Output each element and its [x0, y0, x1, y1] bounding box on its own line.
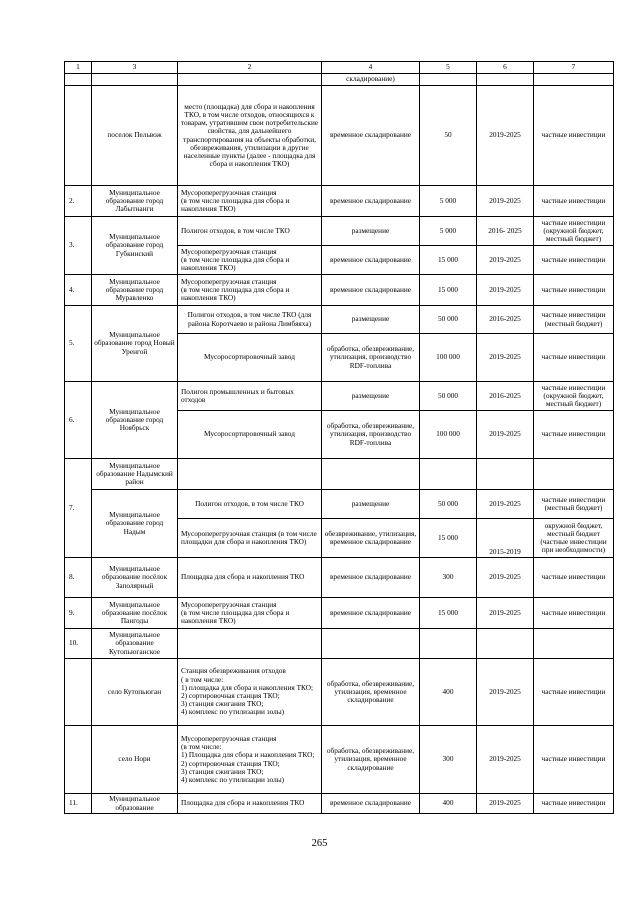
table-cell: 2019-2025 — [477, 598, 534, 629]
table-cell: Мусоросортировочный завод — [178, 411, 322, 459]
table-row — [65, 74, 614, 86]
header-cell: 4 — [322, 62, 420, 74]
row-number: 2. — [65, 186, 92, 217]
table-cell: обезвреживание, утилизация, временное складирование — [322, 519, 420, 558]
table-cell: частные инвестиции (окружной бюджет, местный бюджет) — [534, 217, 614, 246]
table-cell: Муниципальное образование город Губкинский — [92, 217, 178, 275]
table-cell: Площадка для сбора и накопления ТКО — [178, 558, 322, 598]
table-row — [65, 659, 614, 726]
table-cell: Мусороперегрузочная станция (в том числе площадка для сбора и накопления ТКО) — [178, 246, 322, 275]
table-cell: складирование) — [322, 74, 420, 86]
header-cell: 7 — [534, 62, 614, 74]
table-row — [65, 306, 614, 334]
table-cell: село Кутопьюган — [92, 659, 178, 726]
table-cell: Муниципальное образование — [92, 794, 178, 814]
table-cell: 15 000 — [420, 598, 477, 629]
table-cell: 50 000 — [420, 490, 477, 519]
row-number: 3. — [65, 217, 92, 275]
table-cell: 100 000 — [420, 411, 477, 459]
table-cell: окружной бюджет, местный бюджет (частные инвестиции при необходимости) — [534, 519, 614, 558]
table-cell: 2019-2025 — [477, 86, 534, 186]
table-cell: Муниципальное образование Кутопьюганское — [92, 629, 178, 659]
table-cell: частные инвестиции — [534, 246, 614, 275]
row-number: 4. — [65, 275, 92, 306]
table-cell: 100 000 — [420, 334, 477, 382]
table-cell: 15 000 — [420, 275, 477, 306]
row-number: 9. — [65, 598, 92, 629]
table-cell: 2019-2025 — [477, 659, 534, 726]
table-cell: частные инвестиции — [534, 411, 614, 459]
table-row — [65, 382, 614, 411]
table-cell: место (площадка) для сбора и накопления ТКО, в том числе отходов, относящихся к товарам, утратившим свои потребительские свойства, для дальнейшего транспортирования на объекты обработки, обезвреживания, утилизации в другие населенные пункты (далее - площадка для сбора и накопления ТКО) — [178, 86, 322, 186]
header-cell: 5 — [420, 62, 477, 74]
table-row — [65, 598, 614, 629]
table-cell: обработка, обезвреживание, утилизация, производство RDF-топлива — [322, 334, 420, 382]
table-cell: Станция обезвреживания отходов ( в том числе: 1) площадка для сбора и накопления ТКО; 2) сортировочная станция ТКО; 3) станция сжигания ТКО; 4) комплекс по утилизации золы) — [178, 659, 322, 726]
table-cell: 2019-2025 — [477, 186, 534, 217]
row-number: 5. — [65, 306, 92, 382]
table-cell: временное складирование — [322, 246, 420, 275]
table-cell: 2019-2025 — [477, 246, 534, 275]
table-cell: частные инвестиции (окружной бюджет, местный бюджет) — [534, 382, 614, 411]
table-cell: 2019-2025 — [477, 726, 534, 794]
table-row — [65, 186, 614, 217]
table-cell: Муниципальное образование город Муравленко — [92, 275, 178, 306]
table-cell: частные инвестиции — [534, 334, 614, 382]
table-row — [65, 459, 614, 490]
table-cell: 5 000 — [420, 217, 477, 246]
table-cell: Муниципальное образование город Ноябрьск — [92, 382, 178, 459]
table-cell: 2016-2025 — [477, 306, 534, 334]
table-row — [65, 490, 614, 519]
table-cell: обработка, обезвреживание, утилизация, временное складирование — [322, 726, 420, 794]
header-row — [65, 62, 614, 74]
table-cell: Муниципальное образование Надымский район — [92, 459, 178, 490]
table-cell: частные инвестиции — [534, 86, 614, 186]
table-cell: частные инвестиции — [534, 726, 614, 794]
table-cell: 5 000 — [420, 186, 477, 217]
table-row — [65, 794, 614, 814]
waste-facilities-table — [64, 61, 614, 814]
row-number: 11. — [65, 794, 92, 814]
table-cell: Площадка для сбора и накопления ТКО — [178, 794, 322, 814]
table-cell: частные инвестиции — [534, 275, 614, 306]
table-cell: Полигон отходов, в том числе ТКО — [178, 490, 322, 519]
table-cell: Мусороперегрузочная станция (в том числе площадка для сбора и накопления ТКО) — [178, 598, 322, 629]
table-cell: Мусороперегрузочная станция (в том числе площадки для сбора и накопления ТКО) — [178, 519, 322, 558]
table-row — [65, 726, 614, 794]
table-cell: размещение — [322, 217, 420, 246]
table-cell: Муниципальное образование город Новый Уренгой — [92, 306, 178, 382]
table-cell: временное складирование — [322, 86, 420, 186]
table-cell: 2019-2025 — [477, 334, 534, 382]
table-cell: 2016-2025 — [477, 382, 534, 411]
table-cell: Полигон промышленных и бытовых отходов — [178, 382, 322, 411]
table-cell: размещение — [322, 382, 420, 411]
table-row — [65, 275, 614, 306]
row-number: 7. — [65, 459, 92, 558]
table-cell: Полигон отходов, в том числе ТКО — [178, 217, 322, 246]
table-row — [65, 86, 614, 186]
table-cell: размещение — [322, 306, 420, 334]
table-row — [65, 558, 614, 598]
table-cell: Муниципальное образование посёлок Заполярный — [92, 558, 178, 598]
table-cell: Мусороперегрузочная станция (в том числе площадка для сбора и накопления ТКО) — [178, 186, 322, 217]
table-cell: 400 — [420, 794, 477, 814]
table-cell: 300 — [420, 558, 477, 598]
table-cell: временное складирование — [322, 558, 420, 598]
table-cell: 2016- 2025 — [477, 217, 534, 246]
header-cell: 3 — [92, 62, 178, 74]
table-cell: 2019-2025 — [477, 275, 534, 306]
table-cell: частные инвестиции — [534, 186, 614, 217]
table-cell: Муниципальное образование посёлок Пангоды — [92, 598, 178, 629]
table-cell: частные инвестиции — [534, 558, 614, 598]
table-cell: 2019-2025 — [477, 490, 534, 519]
table-cell: 2019-2025 — [477, 411, 534, 459]
table-cell: 2015-2019 — [477, 519, 534, 558]
table-cell: Муниципальное образование город Надым — [92, 490, 178, 558]
row-number: 8. — [65, 558, 92, 598]
table-cell: Полигон отходов, в том числе ТКО (для района Коротчаево и района Лимбяяха) — [178, 306, 322, 334]
table-cell: Муниципальное образование город Лабытнанги — [92, 186, 178, 217]
table-cell: село Нори — [92, 726, 178, 794]
table-cell: обработка, обезвреживание, утилизация, временное складирование — [322, 659, 420, 726]
table-cell: Мусороперегрузочная станция (в том числе площадка для сбора и накопления ТКО) — [178, 275, 322, 306]
table-cell: 400 — [420, 659, 477, 726]
table-cell: 2019-2025 — [477, 794, 534, 814]
header-cell: 1 — [65, 62, 92, 74]
table-cell: 50 000 — [420, 306, 477, 334]
page-number: 265 — [311, 838, 328, 849]
table-cell: Мусоросортировочный завод — [178, 334, 322, 382]
table-row — [65, 629, 614, 659]
table-cell: временное складирование — [322, 186, 420, 217]
table-row — [65, 217, 614, 246]
table-cell: 15 000 — [420, 519, 477, 558]
table-cell: частные инвестиции (местный бюджет) — [534, 490, 614, 519]
table-cell: 2019-2025 — [477, 558, 534, 598]
table-cell: частные инвестиции (местный бюджет) — [534, 306, 614, 334]
table-cell: 50 — [420, 86, 477, 186]
table-cell: размещение — [322, 490, 420, 519]
table-cell: временное складирование — [322, 794, 420, 814]
table-cell: временное складирование — [322, 275, 420, 306]
row-number: 6. — [65, 382, 92, 459]
header-cell: 6 — [477, 62, 534, 74]
table-cell: частные инвестиции — [534, 598, 614, 629]
table-cell: обработка, обезвреживание, утилизация, производство RDF-топлива — [322, 411, 420, 459]
header-cell: 2 — [178, 62, 322, 74]
table-cell: Мусороперегрузочная станция (в том числе: 1) Площадка для сбора и накопления ТКО; 2) сортировочная станция ТКО; 3) станция сжигания ТКО; 4) комплекс по утилизации золы) — [178, 726, 322, 794]
table-cell: 300 — [420, 726, 477, 794]
table-cell: 15 000 — [420, 246, 477, 275]
row-number: 10. — [65, 629, 92, 659]
table-cell: 50 000 — [420, 382, 477, 411]
table-cell: поселок Пельвож — [92, 86, 178, 186]
table-cell: частные инвестиции — [534, 659, 614, 726]
table-cell: частные инвестиции — [534, 794, 614, 814]
table-cell: временное складирование — [322, 598, 420, 629]
